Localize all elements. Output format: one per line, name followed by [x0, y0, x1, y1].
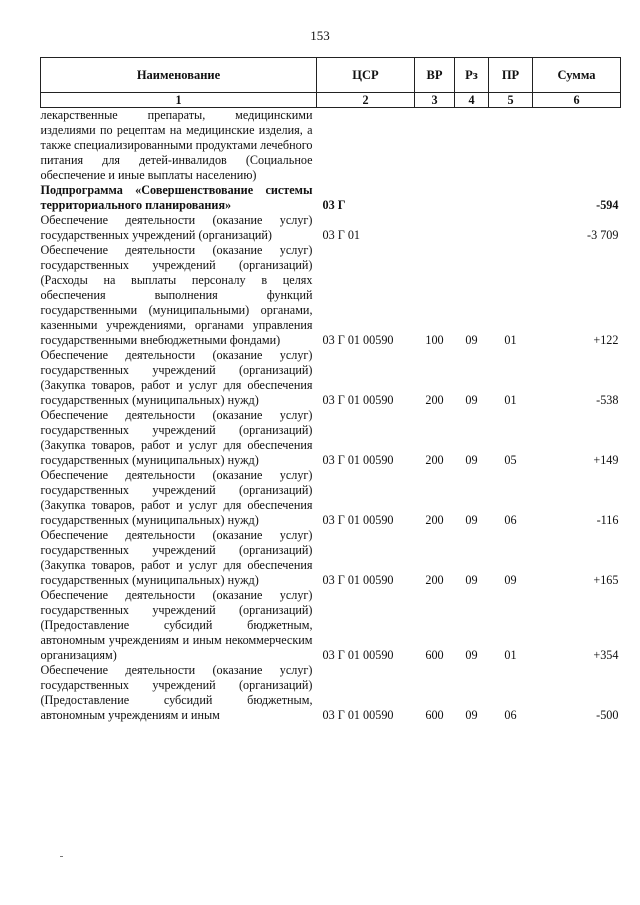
row-name: Обеспечение деятельности (оказание услуг) государственных учреждений (организаций) — [40, 213, 313, 242]
row-sum: -538 — [596, 393, 619, 407]
budget-table — [40, 57, 621, 723]
row-name: Обеспечение деятельности (оказание услуг) государственных учреждений (организаций) (Закупка товаров, работ и услуг для обеспечения государственных (муниципальных) нужд) — [40, 408, 313, 467]
row-pr — [489, 183, 533, 213]
row-rz: 09 — [465, 573, 478, 587]
row-csr: 03 Г 01 00590 — [322, 333, 394, 347]
column-number-row — [41, 93, 621, 108]
row-name: лекарственные препараты, медицинскими изделиями по рецептам на медицинские изделия, а также специализированными продуктами лечебного питания для детей-инвалидов (Социальное обеспечение и иные выплаты населению) — [40, 108, 313, 182]
table-row — [41, 468, 621, 528]
row-csr: 03 Г 01 00590 — [322, 393, 394, 407]
header-vr: ВР — [415, 58, 455, 93]
row-sum — [533, 108, 621, 184]
row-vr: 100 — [425, 333, 444, 347]
row-csr: 03 Г — [322, 198, 346, 212]
header-sum: Сумма — [533, 58, 621, 93]
row-name: Обеспечение деятельности (оказание услуг) государственных учреждений (организаций) (Предоставление субсидий бюджетным, автономным учреждениям и иным некоммерческим организациям) — [40, 588, 313, 662]
header-csr: ЦСР — [317, 58, 415, 93]
row-sum: -3 709 — [587, 228, 619, 242]
row-name: Подпрограмма «Совершенствование системы территориального планирования» — [40, 183, 313, 212]
table-row — [41, 408, 621, 468]
table-row — [41, 183, 621, 213]
row-rz: 09 — [465, 648, 478, 662]
row-vr — [415, 108, 455, 184]
row-csr: 03 Г 01 00590 — [322, 453, 394, 467]
row-csr: 03 Г 01 00590 — [322, 573, 394, 587]
row-name: Обеспечение деятельности (оказание услуг) государственных учреждений (организаций) (Закупка товаров, работ и услуг для обеспечения государственных (муниципальных) нужд) — [40, 468, 313, 527]
row-pr — [489, 213, 533, 243]
row-csr: 03 Г 01 00590 — [322, 648, 394, 662]
column-number: 6 — [533, 93, 621, 108]
table-row — [41, 108, 621, 184]
row-rz — [455, 213, 489, 243]
row-rz — [455, 183, 489, 213]
row-name: Обеспечение деятельности (оказание услуг) государственных учреждений (организаций) (Закупка товаров, работ и услуг для обеспечения государственных (муниципальных) нужд) — [40, 528, 313, 587]
row-rz: 09 — [465, 393, 478, 407]
table-row — [41, 528, 621, 588]
row-vr: 600 — [425, 708, 444, 722]
row-pr: 01 — [504, 648, 517, 662]
table-row — [41, 243, 621, 348]
row-vr — [415, 183, 455, 213]
row-vr: 200 — [425, 513, 444, 527]
row-rz — [455, 108, 489, 184]
header-pr: ПР — [489, 58, 533, 93]
row-rz: 09 — [465, 513, 478, 527]
row-pr: 01 — [504, 393, 517, 407]
row-vr: 600 — [425, 648, 444, 662]
column-number: 4 — [455, 93, 489, 108]
table-row — [41, 213, 621, 243]
row-pr: 01 — [504, 333, 517, 347]
row-name: Обеспечение деятельности (оказание услуг) государственных учреждений (организаций) (Закупка товаров, работ и услуг для обеспечения государственных (муниципальных) нужд) — [40, 348, 313, 407]
scan-artifact — [60, 856, 63, 857]
row-pr: 09 — [504, 573, 517, 587]
table-body — [41, 108, 621, 724]
row-pr: 05 — [504, 453, 517, 467]
row-vr — [415, 213, 455, 243]
row-vr: 200 — [425, 453, 444, 467]
table-row — [41, 588, 621, 663]
row-sum: +149 — [593, 453, 619, 467]
column-number: 5 — [489, 93, 533, 108]
row-sum: -116 — [596, 513, 619, 527]
row-vr: 200 — [425, 393, 444, 407]
row-sum: -500 — [596, 708, 619, 722]
row-name: Обеспечение деятельности (оказание услуг) государственных учреждений (организаций) (Расходы на выплаты персоналу в целях обеспечения выполнения функций государственными (муниципальными) органами, казенными учреждениями, органами управления государственными внебюджетными фондами) — [40, 243, 313, 347]
row-rz: 09 — [465, 453, 478, 467]
row-sum: -594 — [596, 198, 619, 212]
column-number: 2 — [317, 93, 415, 108]
table-header — [41, 58, 621, 108]
column-number: 1 — [41, 93, 317, 108]
row-rz: 09 — [465, 333, 478, 347]
header-name: Наименование — [41, 58, 317, 93]
row-rz: 09 — [465, 708, 478, 722]
row-pr: 06 — [504, 708, 517, 722]
column-number: 3 — [415, 93, 455, 108]
page-number: 153 — [310, 28, 330, 43]
header-rz: Рз — [455, 58, 489, 93]
row-csr: 03 Г 01 00590 — [322, 708, 394, 722]
row-csr: 03 Г 01 00590 — [322, 513, 394, 527]
row-pr — [489, 108, 533, 184]
table-row — [41, 663, 621, 723]
row-sum: +354 — [593, 648, 619, 662]
row-vr: 200 — [425, 573, 444, 587]
table-row — [41, 348, 621, 408]
row-csr: 03 Г 01 — [322, 228, 361, 242]
row-sum: +165 — [593, 573, 619, 587]
row-csr — [317, 108, 415, 184]
row-pr: 06 — [504, 513, 517, 527]
row-name: Обеспечение деятельности (оказание услуг) государственных учреждений (организаций) (Предоставление субсидий бюджетным, автономным учреждениям и иным — [40, 663, 313, 722]
row-sum: +122 — [593, 333, 619, 347]
